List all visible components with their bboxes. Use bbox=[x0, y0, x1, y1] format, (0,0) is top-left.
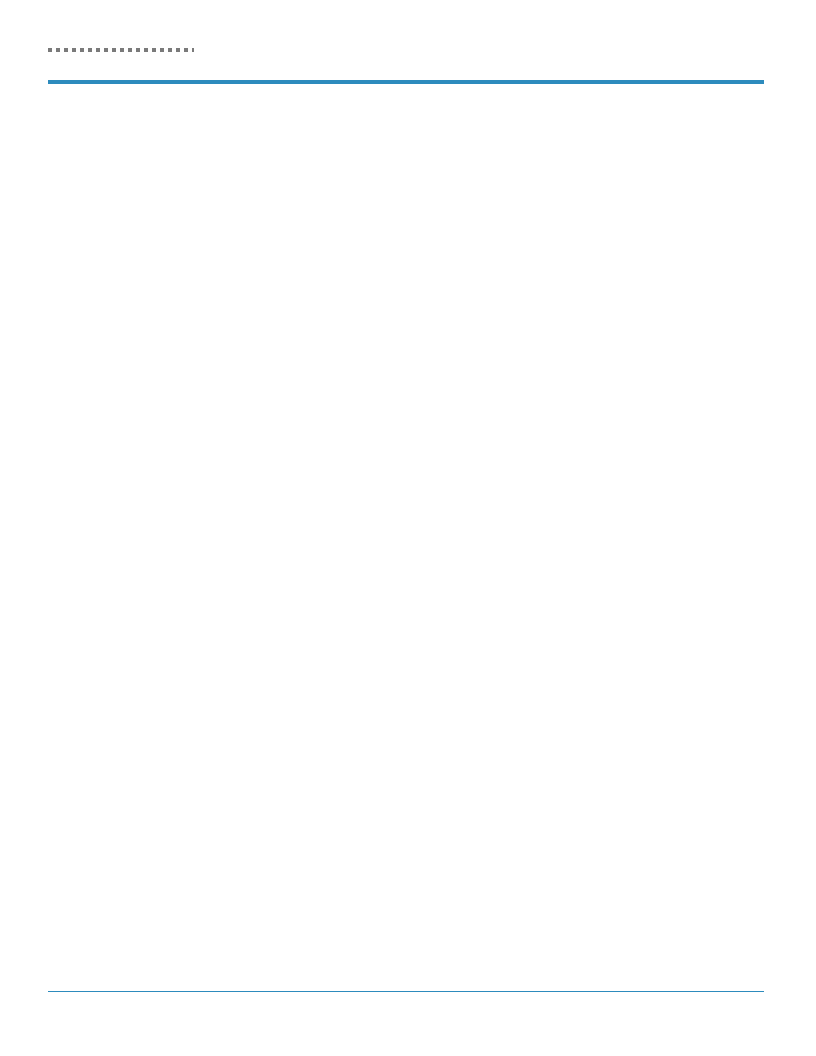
header-divider bbox=[48, 80, 764, 84]
racetime-logo bbox=[48, 26, 194, 68]
livetime-logo bbox=[624, 22, 764, 68]
page-header bbox=[48, 22, 764, 84]
footer-divider bbox=[48, 991, 764, 992]
checkered-flag-stripe bbox=[48, 48, 194, 52]
